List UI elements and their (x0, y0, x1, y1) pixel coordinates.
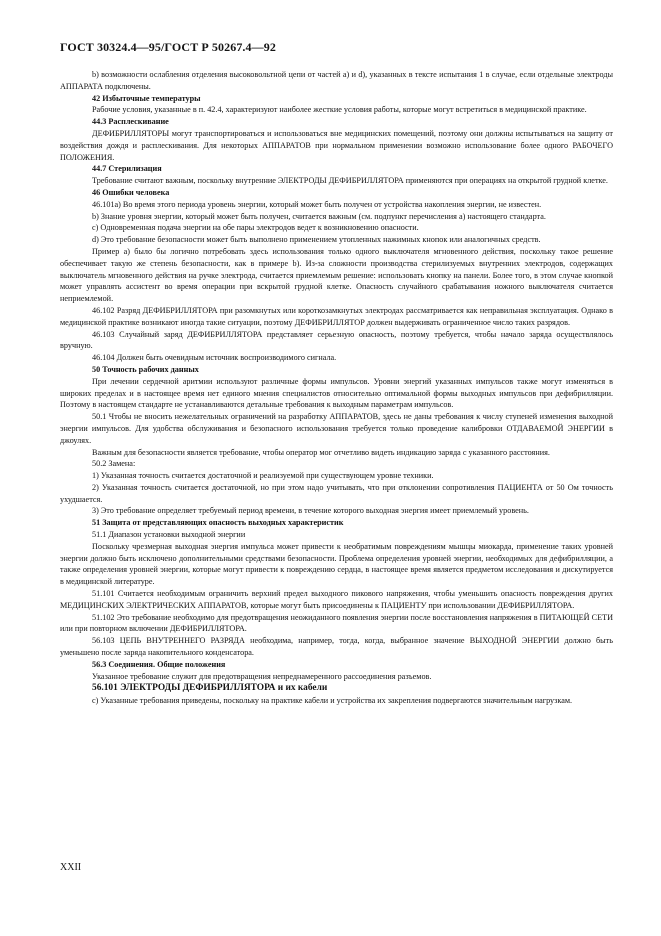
paragraph: Рабочие условия, указанные в п. 42.4, характеризуют наиболее жесткие условия работы, которые могут встретиться в медицинской практике. (92, 105, 587, 115)
paragraph: Пример а) было бы логично потребовать здесь использования только одного выключателя мгновенного действия, поскольку такое решение обеспечивает такую же степень безопасности, как в примере b). Из-за сложности производства стерилизуемых внутренних электродов, содержащих выключатель мгновенного действия на ручке электрода, считается приемлемым решение: использовать кнопку на панели. Более того, в этом случае кнопкой может управлять ассистент во время операции при вскрытой грудной клетке. Опасность случайного срабатывания ножного выключателя считается неприемлемой. (60, 246, 613, 304)
paragraph: 56.103 ЦЕПЬ ВНУТРЕННЕГО РАЗРЯДА необходима, например, тогда, когда, выбранное значение ВЫХОДНОЙ ЭНЕРГИИ должно быть уменьшено после заряда накопительного конденсатора. (60, 636, 613, 658)
paragraph: Указанное требование служит для предотвращения непреднамеренного рассоединения разъемов. (92, 671, 432, 681)
paragraph: b) Знание уровня энергии, который может быть получен, считается важным (см. подпункт перечисления а) настоящего стандарта. (92, 211, 546, 221)
page-number: XXII (60, 862, 82, 873)
paragraph: 1) Указанная точность считается достаточной и реализуемой при существующем уровне техники. (92, 471, 434, 481)
section-heading: 50 Точность рабочих данных (92, 364, 199, 374)
paragraph: 46.104 Должен быть очевидным источник воспроизводимого сигнала. (92, 353, 337, 363)
paragraph: с) Указанные требования приведены, поскольку на практике кабели и устройства их закрепления подвергаются значительным нагрузкам. (92, 696, 573, 706)
paragraph: При лечении сердечной аритмии используют различные формы импульсов. Уровни энергий указанных импульсов также могут изменяться в широких пределах и в настоящее время нет единого мнения специалистов относительно оптимальной формы выходных импульсов при дефибрилляции. Поэтому в настоящем стандарте не устанавливаются детальные требования к выходным параметрам импульсов. (60, 376, 613, 410)
paragraph: 50.1 Чтобы не вносить нежелательных ограничений на разработку АППАРАТОВ, здесь не даны требования к числу ступеней изменения выходной энергии импульсов. Для удобства обслуживания и безопасного использования требуется только проведение калибровки ОТДАВАЕМОЙ ЭНЕРГИИ в джоулях. (60, 412, 613, 445)
section-heading: 46 Ошибки человека (92, 187, 170, 197)
paragraph: Поскольку чрезмерная выходная энергия импульса может привести к необратимым повреждениям мышцы миокарда, применение таких уровней энергии должно быть исключено дополнительными средствами безопасности. Проблема определения уровней энергии, необходимых для дефибрилляции, а также определения уровней энергии, которые могут привести к повреждению сердца, в настоящее время является предметом исследования и дискутируется в медицинской литературе. (60, 541, 613, 587)
section-heading: 42 Избыточные температуры (92, 93, 201, 103)
paragraph: 51.1 Диапазон установки выходной энергии (92, 530, 246, 540)
paragraph: 46.101а) Во время этого периода уровень энергии, который может быть получен от устройства накопления энергии, не известен. (92, 199, 542, 209)
paragraph: с) Одновременная подача энергии на обе пары электродов ведет к возникновению опасности. (92, 223, 419, 233)
document-body (60, 69, 613, 707)
paragraph: 46.103 Случайный заряд ДЕФИБРИЛЛЯТОРА представляет серьезную опасность, поэтому требуется, чтобы начало заряда осуществлялось вручную. (60, 329, 613, 351)
section-heading: 56.101 ЭЛЕКТРОДЫ ДЕФИБРИЛЛЯТОРА и их кабели (92, 683, 328, 694)
document-header: ГОСТ 30324.4—95/ГОСТ Р 50267.4—92 (60, 40, 276, 54)
paragraph: 3) Это требование определяет требуемый период времени, в течение которого выходная энергия имеет приемлемый уровень. (92, 506, 529, 516)
paragraph: 51.102 Это требование необходимо для предотвращения неожиданного появления энергии после восстановления напряжения в ПИТАЮЩЕЙ СЕТИ или при повторном включении ДЕФИБРИЛЛЯТОРА. (60, 612, 613, 634)
paragraph: Важным для безопасности является требование, чтобы оператор мог отчетливо видеть индикацию заряда с указанного расстояния. (92, 447, 550, 457)
paragraph: 46.102 Разряд ДЕФИБРИЛЛЯТОРА при разомкнутых или короткозамкнутых электродах рассматривается как неправильная эксплуатация. Однако в медицинской практике возникают иногда такие ситуации, поэтому ДЕФИБРИЛЛЯТОР должен выдерживать ограниченное число таких разрядов. (60, 305, 613, 327)
paragraph: d) Это требование безопасности может быть выполнено применением утопленных нажимных кнопок или аналогичных средств. (92, 235, 541, 245)
paragraph: Требование считают важным, поскольку внутренние ЭЛЕКТРОДЫ ДЕФИБРИЛЛЯТОРА применяются при операциях на открытой грудной клетке. (92, 176, 608, 186)
paragraph: ДЕФИБРИЛЛЯТОРЫ могут транспортироваться и использоваться вне медицинских помещений, поэтому они должны испытываться на защиту от воздействия дождя и расплескивания. Для некоторых АППАРАТОВ при нормальном применении возможно использование более одного РАБОЧЕГО ПОЛОЖЕНИЯ. (60, 128, 613, 162)
section-heading: 44.7 Стерилизация (92, 164, 162, 174)
paragraph: 50.2 Замена: (92, 459, 136, 469)
section-heading: 51 Защита от представляющих опасность выходных характеристик (92, 518, 344, 528)
paragraph: 2) Указанная точность считается достаточной, но при этом надо учитывать, что при отклонении сопротивления ПАЦИЕНТА от 50 Ом точность ухудшается. (60, 482, 613, 504)
paragraph: b) возможности ослабления отделения высоковольтной цепи от частей а) и d), указанных в тексте испытания 1 в случае, если отдельные электроды АППАРАТА подключены. (60, 70, 613, 91)
paragraph: 51.101 Считается необходимым ограничить верхний предел выходного пикового напряжения, чтобы уменьшить опасность повреждения других МЕДИЦИНСКИХ ЭЛЕКТРИЧЕСКИХ АППАРАТОВ, которые могут быть присоединены к ПАЦИЕНТУ при использовании ДЕФИБРИЛЛЯТОРА. (60, 589, 613, 610)
section-heading: 44.3 Расплескивание (92, 117, 169, 127)
section-heading: 56.3 Соединения. Общие положения (92, 659, 226, 669)
